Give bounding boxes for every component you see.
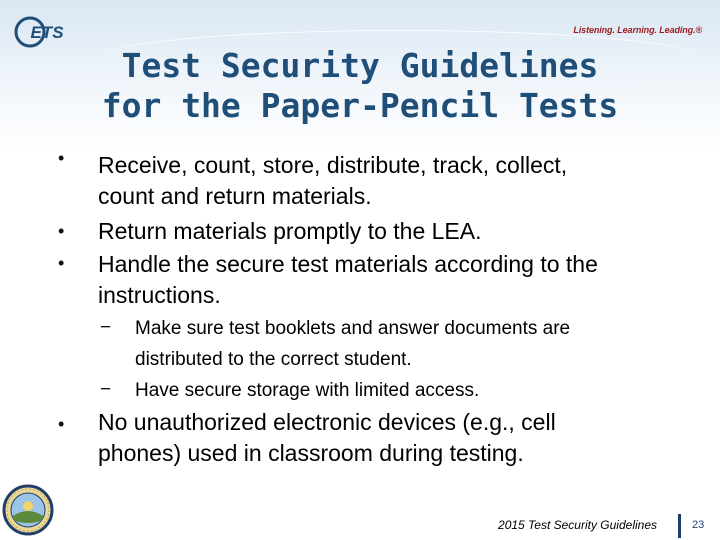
state-seal-icon xyxy=(2,484,54,536)
ets-logo-text: ETS xyxy=(30,23,64,42)
bullet-item-handle xyxy=(98,249,698,311)
bullet-line: No unauthorized electronic devices (e.g., cell xyxy=(98,409,556,435)
bullet-line: Receive, count, store, distribute, track, collect, xyxy=(98,152,568,178)
sub-item-storage xyxy=(135,375,695,406)
ets-logo xyxy=(14,16,72,48)
bullet-line: phones) used in classroom during testing. xyxy=(98,440,524,466)
bullet-item-devices xyxy=(98,407,698,469)
bullet-item-receive xyxy=(98,150,698,212)
bullet-marker: • xyxy=(58,253,65,273)
bullet-line: Return materials promptly to the LEA. xyxy=(98,218,482,244)
sub-item-line: Make sure test booklets and answer documents are xyxy=(135,318,571,339)
footer-divider xyxy=(678,514,681,538)
bullet-line: instructions. xyxy=(98,282,221,308)
sub-item-booklets xyxy=(135,313,695,375)
sub-item-line: Have secure storage with limited access. xyxy=(135,380,480,401)
page-number: 23 xyxy=(692,519,705,531)
tagline: Listening. Learning. Leading.® xyxy=(573,25,702,35)
bullet-item-return xyxy=(98,216,698,247)
title-line-2: for the Paper-Pencil Tests xyxy=(101,86,619,125)
bullet-marker: • xyxy=(58,221,65,241)
sub-bullet-marker: − xyxy=(100,317,112,338)
slide-title xyxy=(60,46,660,126)
bullet-line: Handle the secure test materials according to the xyxy=(98,251,598,277)
sub-item-line: distributed to the correct student. xyxy=(135,349,412,370)
bullet-line: count and return materials. xyxy=(98,183,372,209)
bullet-marker: • xyxy=(58,148,65,168)
footer-title: 2015 Test Security Guidelines xyxy=(498,518,657,532)
sub-bullet-marker: − xyxy=(100,379,112,400)
title-line-1: Test Security Guidelines xyxy=(121,46,599,85)
bullet-marker: • xyxy=(58,414,65,434)
